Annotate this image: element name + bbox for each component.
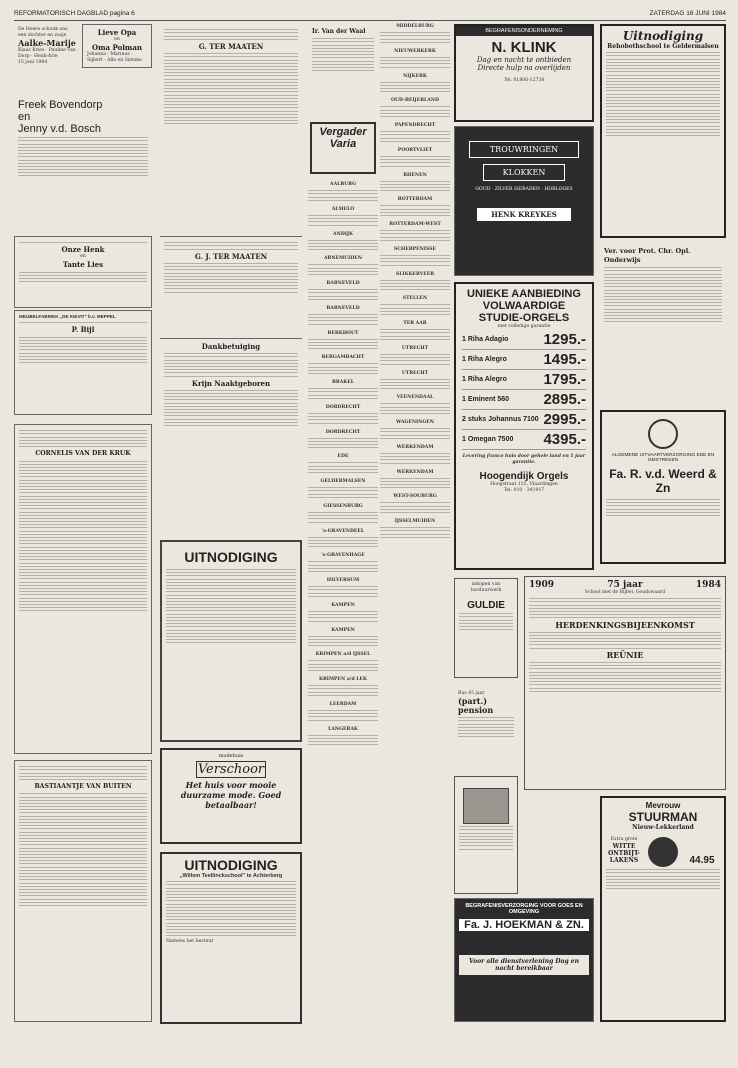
church-town: SLIKKERVEER (395, 271, 435, 277)
church-service-item (380, 49, 450, 68)
church-town: TER AAR (403, 321, 427, 326)
church-town: AALBURG (330, 182, 356, 187)
church-town: GELDERMALSEN (320, 479, 366, 484)
notice-firm: MEUBELFABRIEK „DE KIEVIT" b.v. MEPPEL P. Bijl (14, 310, 152, 415)
organ-name: 2 stuks Johannus 7100 (462, 416, 539, 423)
church-town: 's-GRAVENHAGE (321, 553, 365, 559)
organ-row (462, 350, 586, 370)
church-service-item (380, 346, 450, 365)
church-service-item (308, 529, 378, 548)
stuurman-logo-icon (648, 837, 678, 867)
church-town: RHENEN (403, 172, 427, 178)
church-town: WERKENDAM (396, 444, 434, 450)
church-town: NIEUWERKERK (394, 48, 436, 54)
church-service-item (380, 123, 450, 142)
hoekman-name: Fa. J. HOEKMAN & ZN. (459, 919, 589, 931)
organ-price: 1795.- (543, 371, 586, 388)
pension-ad: Bus 45 jaar (part.) pension (454, 688, 518, 768)
organ-name: 1 Riha Alegro (462, 356, 507, 363)
church-service-item (308, 306, 378, 325)
organ-row (462, 410, 586, 430)
rehoboth-invitation: Uitnodiging Rehobothschool te Geldermalsen (600, 24, 726, 238)
church-town: EDE (337, 454, 349, 460)
church-service-item (308, 331, 378, 350)
notice-cornelis: CORNELIS VAN DER KRUK (14, 424, 152, 754)
church-service-item (380, 420, 450, 439)
klink-ad: BEGRAFENISONDERNEMING N. KLINK Dag en nacht te ontbieden Directe hulp na overlijden Tel. 01806-12738 (454, 24, 594, 122)
church-service-item (308, 281, 378, 300)
church-service-item (380, 222, 450, 241)
notice-bastiaan: BASTIAANTJE VAN BUITEN (14, 760, 152, 1022)
church-town: KRIMPEN a/d IJSSEL (315, 652, 371, 658)
header-right: ZATERDAG 16 JUNI 1984 (649, 10, 726, 17)
modehuis-ad: modehuis Verschoor Het huis voor mooie duurzame mode. Goed betaalbaar! (160, 748, 302, 844)
organ-name: 1 Omegan 7500 (462, 436, 514, 443)
church-town: ROTTERDAM (397, 197, 433, 203)
kreykes-logo: HENK KREYKES (477, 208, 571, 221)
church-service-item (380, 371, 450, 390)
church-service-item (380, 148, 450, 167)
klink-name: N. KLINK (491, 39, 557, 56)
church-service-item (308, 677, 378, 696)
church-town: KAMPEN (331, 602, 355, 608)
church-service-item (308, 504, 378, 523)
organ-price: 4395.- (543, 431, 586, 448)
weerd-ad: ALGEMENE UITVAARTVERZORGING EDE EN OMSTREKEN Fa. R. v.d. Weerd & Zn (600, 410, 726, 564)
church-town: 's-GRAVENDEEL (321, 528, 365, 534)
church-services-list-2 (380, 24, 450, 1028)
organ-price: 1295.- (543, 331, 586, 348)
camera-image (463, 788, 509, 824)
church-service-item (380, 296, 450, 315)
church-town: WEST-SOUBURG (393, 494, 437, 500)
church-service-item (308, 380, 378, 399)
church-town: ROTTERDAM-WEST (389, 222, 441, 227)
church-town: OUD-BEIJERLAND (391, 98, 439, 104)
church-town: PAPENDRECHT (394, 123, 436, 128)
church-service-item (308, 182, 378, 201)
school-anniversary: 1909 75 jaar 1984 School met de Bijbel, Goudswaard HERDENKINGSBIJEENKOMST REÜNIE (524, 576, 726, 790)
church-service-item (380, 247, 450, 266)
organ-row (462, 430, 586, 450)
church-service-item (380, 98, 450, 117)
church-town: ARNEMUIDEN (323, 256, 362, 262)
church-town: DORDRECHT (325, 429, 361, 435)
church-town: BARNEVELD (326, 281, 360, 286)
church-town: BARNEVELD (326, 305, 360, 311)
organ-name: 1 Riha Adagio (462, 336, 509, 343)
organ-row (462, 390, 586, 410)
birth-notice-right: Lieve Opa en Oma Polman Johanna · Marinus · Sijbert · Alle en Sietske (82, 24, 152, 68)
church-service-item (380, 173, 450, 192)
wedding-notice: Freek Bovendorp en Jenny v.d. Bosch (14, 96, 152, 216)
organ-offer-ad: UNIEKE AANBIEDING VOLWAARDIGE STUDIE-ORGELS met volledige garantie 1 Riha Adagio 1295.- 1 Riha Alegro 1495.- 1 Riha Alegro 1795.- 1 Eminent 560 2895.- 2 stuks Johannus 7100 2995.- 1 Omegan 7500 4395.- Levering franco huis door gehele land en 1 jaar garantie. Hoogendijk Orgels Hoogstraat 115, Vlaardingen Tel. 010 - 341917 (454, 282, 594, 570)
church-town: NIJKERK (403, 73, 427, 79)
church-town: ALMELO (331, 206, 355, 212)
weerd-emblem-icon (648, 419, 678, 449)
church-service-item (308, 355, 378, 374)
notice-henk: Onze Henk en Tante Lies (14, 236, 152, 308)
organ-row (462, 370, 586, 390)
church-service-item (308, 628, 378, 647)
church-town: DORDRECHT (325, 404, 361, 410)
notice-van-der-waal: Ir. Van der Waal (308, 24, 378, 116)
church-service-item (380, 395, 450, 414)
organ-price: 1495.- (543, 351, 586, 368)
page-header (14, 10, 726, 21)
organ-name: 1 Eminent 560 (462, 396, 510, 403)
church-town: LANGERAK (328, 726, 358, 732)
hoekman-ad: BEGRAFENISVERZORGING VOOR GOES EN OMGEVING Fa. J. HOEKMAN & ZN. Voor alle dienstverlening Dag en nacht bereikbaar (454, 898, 594, 1022)
organ-name: 1 Riha Alegro (462, 376, 507, 383)
camera-ad (454, 776, 518, 894)
church-services-list-1 (308, 182, 378, 1028)
church-town: IJSSELMUIDEN (394, 519, 436, 524)
church-town: KAMPEN (331, 627, 355, 633)
guldie-ad: inkopen van borduurwerk GULDIE (454, 578, 518, 678)
church-service-item (308, 603, 378, 622)
weerd-name: Fa. R. v.d. Weerd & Zn (609, 467, 717, 495)
birth-notice-left: De Heere schonk ons een dochter en zusje Aalke-Marije Klaas Kries · Pauline van Dorp · Henk-Arie 15 juni 1984 (18, 27, 76, 65)
birth-left-name: Aalke-Marije (18, 38, 76, 48)
church-service-item (308, 430, 378, 449)
church-service-item (308, 405, 378, 424)
church-service-item (380, 197, 450, 216)
church-service-item (380, 494, 450, 513)
church-town: UTRECHT (401, 345, 429, 351)
organ-list (462, 330, 586, 450)
notice-ter-maaten-2: G. J. TER MAATEN (160, 236, 302, 336)
stuurman-ad: Mevrouw STUURMAN Nieuw-Lekkerland Extra grote WITTE ONTBIJT-LAKENS 44.95 (600, 796, 726, 1022)
church-town: WAGENINGEN (395, 420, 435, 425)
vergader-varia-logo: Vergader Varia (310, 122, 376, 174)
church-town: BERGAMBACHT (321, 355, 365, 361)
church-town: BRAKEL (332, 380, 354, 385)
church-service-item (308, 479, 378, 498)
church-service-item (308, 232, 378, 251)
organ-price: 2995.- (543, 411, 586, 428)
church-service-item (308, 702, 378, 721)
church-service-item (380, 519, 450, 538)
church-town: GIESSENBURG (323, 503, 363, 509)
header-left: REFORMATORISCH DAGBLAD pagina 6 (14, 10, 135, 17)
church-service-item (380, 272, 450, 291)
notice-ter-maaten-1: G. TER MAATEN (160, 24, 302, 214)
church-town: STELLEN (402, 296, 428, 302)
kreykes-ad: TROUWRINGEN KLOKKEN GOUD · ZILVER SIERADEN · HORLOGES HENK KREYKES (454, 126, 594, 276)
church-town: HILVERSUM (326, 578, 360, 583)
church-service-item (380, 470, 450, 489)
notice-thanks: Dankbetuiging Krijn Naaktgeboren (160, 338, 302, 532)
church-town: VEENENDAAL (396, 395, 434, 401)
church-town: WERKENDAM (396, 469, 434, 475)
church-town: KRIMPEN a/d LEK (319, 677, 367, 682)
church-town: MIDDELBURG (396, 24, 434, 29)
church-service-item (380, 24, 450, 43)
hcc-notice: Ver. voor Prot. Chr. Opl. Onderwijs (600, 244, 726, 394)
church-town: UTRECHT (401, 370, 429, 376)
church-service-item (380, 74, 450, 93)
church-town: SCHERPENISSE (394, 246, 436, 252)
church-service-item (308, 553, 378, 572)
church-service-item (380, 321, 450, 340)
church-town: BERKHOUT (327, 330, 359, 336)
church-service-item (308, 454, 378, 473)
church-town: LEERDAM (329, 701, 357, 707)
church-town: POORTVLIET (397, 147, 433, 153)
organ-row (462, 330, 586, 350)
church-town: ANDIJK (332, 231, 354, 237)
organ-price: 2895.- (543, 391, 586, 408)
invitation-box: UITNODIGING (160, 540, 302, 742)
church-service-item (308, 256, 378, 275)
verschoor-logo: Verschoor (197, 762, 265, 777)
church-service-item (380, 445, 450, 464)
church-service-item (308, 578, 378, 597)
church-service-item (308, 207, 378, 226)
invitation-teellinck: UITNODIGING „Willem Teellinckschool" te Achterberg Namens het bestuur (160, 852, 302, 1024)
church-service-item (308, 652, 378, 671)
church-service-item (308, 727, 378, 746)
